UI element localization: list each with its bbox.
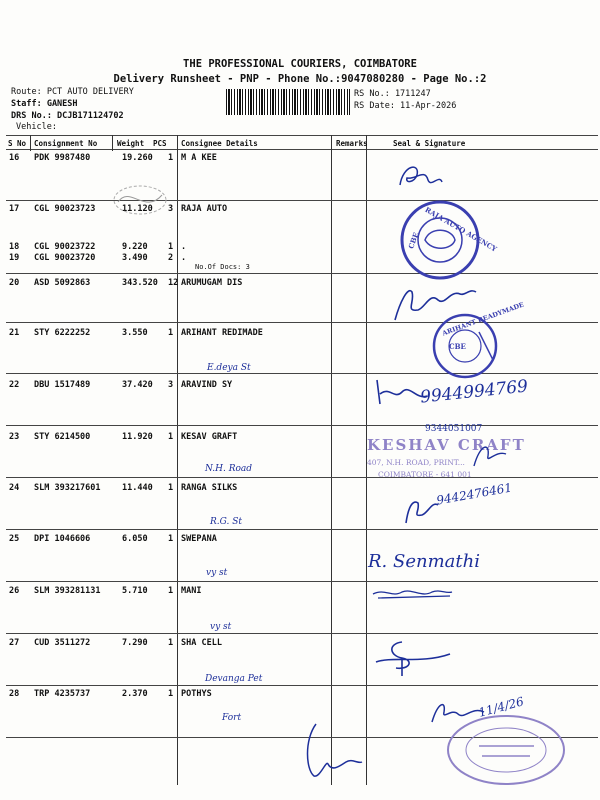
row-consignment: ASD 5092863 <box>34 278 91 288</box>
row-divider <box>6 200 598 201</box>
col-pcs: PCS <box>153 139 167 148</box>
handwriting-row25-signature: R. Senmathi <box>368 551 480 572</box>
row-weight: 3.490 <box>122 253 148 263</box>
row-consignee: RAJA AUTO <box>181 204 228 214</box>
row-consignee: MANI <box>181 586 202 596</box>
col-divider <box>30 135 31 151</box>
row-sno: 20 <box>9 278 20 288</box>
row-divider <box>6 273 598 274</box>
rs-number: RS No.: 1711247 <box>354 89 431 99</box>
row-consignee: ARUMUGAM DIS <box>181 278 243 288</box>
col-consignment: Consignment No <box>34 139 98 148</box>
row-pcs: 3 <box>168 204 174 214</box>
row-consignee: KESAV GRAFT <box>181 432 238 442</box>
row-weight: 5.710 <box>122 586 148 596</box>
stamp-arihant-city: CBE <box>449 342 466 351</box>
row-pcs: 1 <box>168 328 174 338</box>
docs-count-note: No.Of Docs: 3 <box>195 263 250 271</box>
row-divider <box>6 322 598 323</box>
col-divider-consignee <box>177 135 178 785</box>
handwriting-row27-address: Devanga Pet <box>205 674 263 684</box>
pencil-mark-row17 <box>110 180 170 220</box>
row-consignee: ARAVIND SY <box>181 380 233 390</box>
handwriting-row28-address: Fort <box>222 713 242 723</box>
row-consignee: SHA CELL <box>181 638 222 648</box>
row-pcs: 1 <box>168 638 174 648</box>
row-consignment: STY 6222252 <box>34 328 91 338</box>
row-consignment: CGL 90023722 <box>34 242 96 252</box>
row-consignment: STY 6214500 <box>34 432 91 442</box>
vehicle: Vehicle: <box>16 122 57 132</box>
row-sno: 22 <box>9 380 20 390</box>
signature-row23 <box>470 440 510 470</box>
table-header-border <box>6 149 598 150</box>
row-consignee: SWEPANA <box>181 534 217 544</box>
row-sno: 18 <box>9 242 20 252</box>
row-consignee: M A KEE <box>181 153 217 163</box>
signature-row27 <box>372 638 452 678</box>
row-consignment: SLM 393217601 <box>34 483 101 493</box>
row-sno: 28 <box>9 689 20 699</box>
handwriting-row24-phone: 9442476461 <box>435 480 513 508</box>
signature-bottom <box>296 720 366 780</box>
handwriting-row23-address: N.H. Road <box>205 464 253 474</box>
row-consignment: DBU 1517489 <box>34 380 91 390</box>
row-weight: 7.290 <box>122 638 148 648</box>
row-consignment: CGL 90023720 <box>34 253 96 263</box>
row-pcs: 1 <box>168 483 174 493</box>
row-pcs: 12 <box>168 278 179 288</box>
row-pcs: 2 <box>168 253 174 263</box>
col-divider-remarks <box>331 135 332 785</box>
row-consignee: ARIHANT REDIMADE <box>181 328 263 338</box>
row-sno: 21 <box>9 328 20 338</box>
route: Route: PCT AUTO DELIVERY <box>11 87 134 97</box>
row-weight: 11.120 <box>122 204 153 214</box>
row-consignment: PDK 9987480 <box>34 153 91 163</box>
row-weight: 11.920 <box>122 432 153 442</box>
row-pcs: 1 <box>168 534 174 544</box>
signature-row16 <box>395 160 445 195</box>
row-consignee: RANGA SILKS <box>181 483 238 493</box>
row-consignee: . <box>181 242 187 252</box>
row-sno: 17 <box>9 204 20 214</box>
row-divider <box>6 373 598 374</box>
handwriting-row25-address: vy st <box>206 568 228 578</box>
stamp-keshav-address: 407, N.H. ROAD, PRINT... <box>367 458 465 467</box>
handwriting-row26-address: vy st <box>210 622 232 632</box>
col-seal: Seal & Signature <box>393 139 466 148</box>
row-weight: 3.550 <box>122 328 148 338</box>
staff: Staff: GANESH <box>11 99 78 109</box>
signature-row26 <box>370 584 454 602</box>
row-weight: 6.050 <box>122 534 148 544</box>
row-divider <box>6 633 598 634</box>
handwriting-row21-address: E.deya St <box>207 363 251 373</box>
barcode <box>226 89 350 115</box>
row-pcs: 1 <box>168 689 174 699</box>
stamp-keshav-city: COIMBATORE - 641 001 <box>378 470 472 479</box>
col-sno: S No <box>8 139 27 148</box>
row-pcs: 1 <box>168 242 174 252</box>
row-sno: 23 <box>9 432 20 442</box>
stamp-raja-text: RAJA AUTO AGENCY <box>423 205 499 254</box>
row-sno: 26 <box>9 586 20 596</box>
row-weight: 2.370 <box>122 689 148 699</box>
row-pcs: 3 <box>168 380 174 390</box>
row-divider <box>6 477 598 478</box>
row-consignment: CUD 3511272 <box>34 638 91 648</box>
row-consignment: TRP 4235737 <box>34 689 91 699</box>
handwriting-row24-address: R.G. St <box>210 517 243 527</box>
row-sno: 16 <box>9 153 20 163</box>
stamp-arihant-text: ARIHANT READYMADE <box>441 300 525 338</box>
row-pcs: 1 <box>168 153 174 163</box>
stamp-keshav-name: KESHAV CRAFT <box>367 436 526 454</box>
col-remarks: Remarks <box>336 139 368 148</box>
col-weight: Weight <box>117 139 145 148</box>
row-consignee: . <box>181 253 187 263</box>
row-weight: 37.420 <box>122 380 153 390</box>
row-divider <box>6 529 598 530</box>
rs-date: RS Date: 11-Apr-2026 <box>354 101 457 111</box>
row-consignment: DPI 1046606 <box>34 534 91 544</box>
row-divider <box>6 581 598 582</box>
row-pcs: 1 <box>168 432 174 442</box>
col-divider <box>112 135 113 151</box>
drs-number: DRS No.: DCJB171124702 <box>11 111 124 121</box>
row-consignee: POTHYS <box>181 689 212 699</box>
row-weight: 19.260 <box>122 153 153 163</box>
runsheet-subtitle: Delivery Runsheet - PNP - Phone No.:9047080280 - Page No.:2 <box>113 73 487 85</box>
row-divider <box>6 685 598 686</box>
handwriting-row28-date: 11/4/26 <box>476 694 526 720</box>
row-weight: 343.520 <box>122 278 158 288</box>
handwriting-row23-phone: 9344051007 <box>425 424 483 434</box>
row-weight: 9.220 <box>122 242 148 252</box>
row-pcs: 1 <box>168 586 174 596</box>
row-sno: 24 <box>9 483 20 493</box>
row-divider <box>6 425 598 426</box>
row-consignment: SLM 393281131 <box>34 586 101 596</box>
row-sno: 19 <box>9 253 20 263</box>
handwriting-row22-phone: 9944994769 <box>419 376 529 408</box>
stamp-raja-city: CBE <box>406 231 421 250</box>
runsheet-title: THE PROFESSIONAL COURIERS, COIMBATORE <box>183 58 417 70</box>
row-sno: 25 <box>9 534 20 544</box>
row-weight: 11.440 <box>122 483 153 493</box>
row-sno: 27 <box>9 638 20 648</box>
row-consignment: CGL 90023723 <box>34 204 96 214</box>
table-top-border <box>6 135 598 136</box>
col-consignee: Consignee Details <box>181 139 258 148</box>
